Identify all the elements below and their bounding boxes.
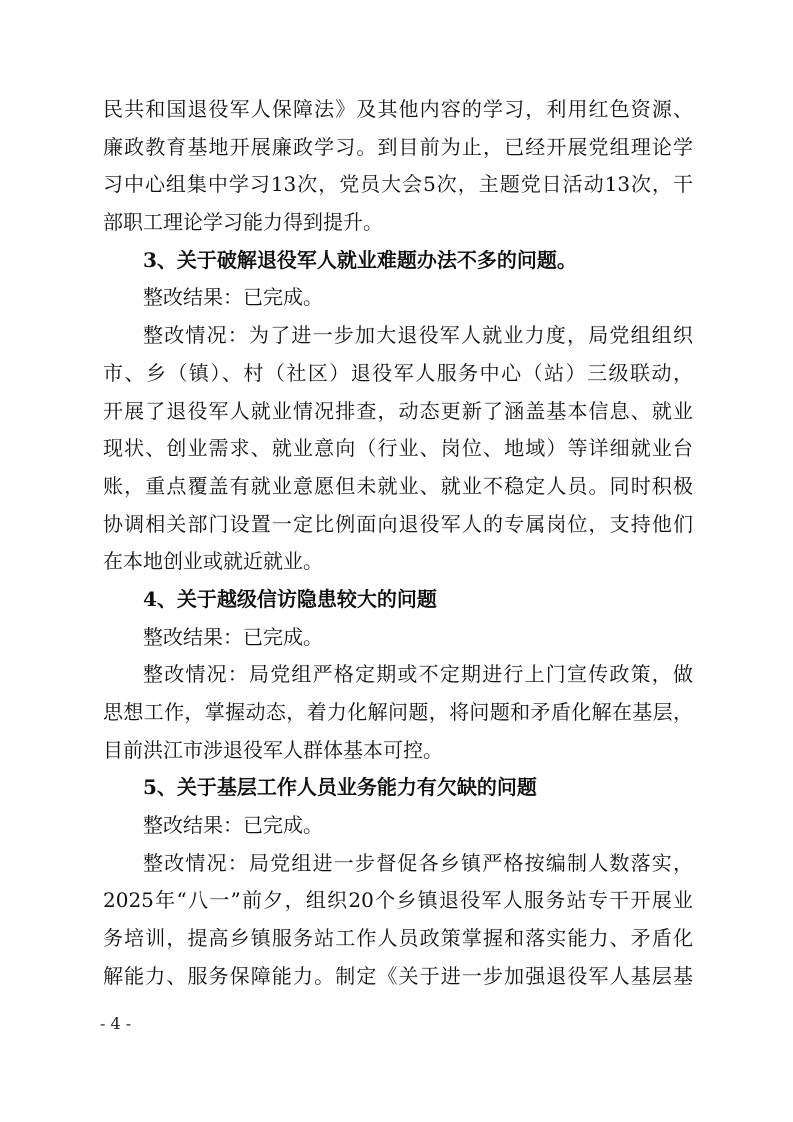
paragraph-line: 目前洪江市涉退役军人群体基本可控。 [103, 737, 443, 762]
paragraph-line: 廉政教育基地开展廉政学习。到目前为止，已经开展党组理论学 [103, 134, 693, 159]
paragraph-line: 思想工作，掌握动态，着力化解问题，将问题和矛盾化解在基层， [103, 700, 693, 724]
paragraph-line: 2025年“八一”前夕，组织20个乡镇退役军人服务站专干开展业 [103, 888, 693, 913]
document-body [103, 91, 693, 996]
section-heading-5: 5、关于基层工作人员业务能力有欠缺的问题 [143, 775, 537, 800]
paragraph-line: 协调相关部门设置一定比例面向退役军人的专属岗位，支持他们 [103, 511, 693, 536]
section-heading-4: 4、关于越级信访隐患较大的问题 [143, 586, 437, 611]
paragraph-line: 民共和国退役军人保障法》及其他内容的学习，利用红色资源、 [103, 97, 693, 121]
paragraph-line: 开展了退役军人就业情况排查，动态更新了涵盖基本信息、就业 [103, 398, 693, 423]
paragraph-line: 务培训，提高乡镇服务站工作人员政策掌握和落实能力、矛盾化 [103, 926, 693, 951]
paragraph-line: 现状、创业需求、就业意向（行业、岗位、地域）等详细就业台 [103, 436, 693, 461]
section-heading-3: 3、关于破解退役军人就业难题办法不多的问题。 [143, 247, 577, 272]
rectification-result: 整改结果：已完成。 [143, 813, 323, 838]
paragraph-line: 账，重点覆盖有就业意愿但未就业、就业不稳定人员。同时积极 [103, 473, 693, 498]
paragraph-line: 整改情况：局党组严格定期或不定期进行上门宣传政策，做 [143, 662, 693, 687]
page-number: - 4 - [100, 1014, 132, 1033]
paragraph-line: 在本地创业或就近就业。 [103, 549, 323, 574]
paragraph-line: 习中心组集中学习13次，党员大会5次，主题党日活动13次，干 [103, 172, 693, 197]
paragraph-line: 解能力、服务保障能力。制定《关于进一步加强退役军人基层基 [103, 963, 693, 988]
paragraph-line: 部职工理论学习能力得到提升。 [103, 210, 383, 235]
paragraph-line: 市、乡（镇）、村（社区）退役军人服务中心（站）三级联动， [103, 360, 693, 385]
rectification-result: 整改结果：已完成。 [143, 624, 323, 649]
rectification-result: 整改结果：已完成。 [143, 285, 323, 310]
paragraph-line: 整改情况：为了进一步加大退役军人就业力度，局党组组织 [143, 323, 693, 348]
paragraph-line: 整改情况：局党组进一步督促各乡镇严格按编制人数落实， [143, 850, 693, 875]
